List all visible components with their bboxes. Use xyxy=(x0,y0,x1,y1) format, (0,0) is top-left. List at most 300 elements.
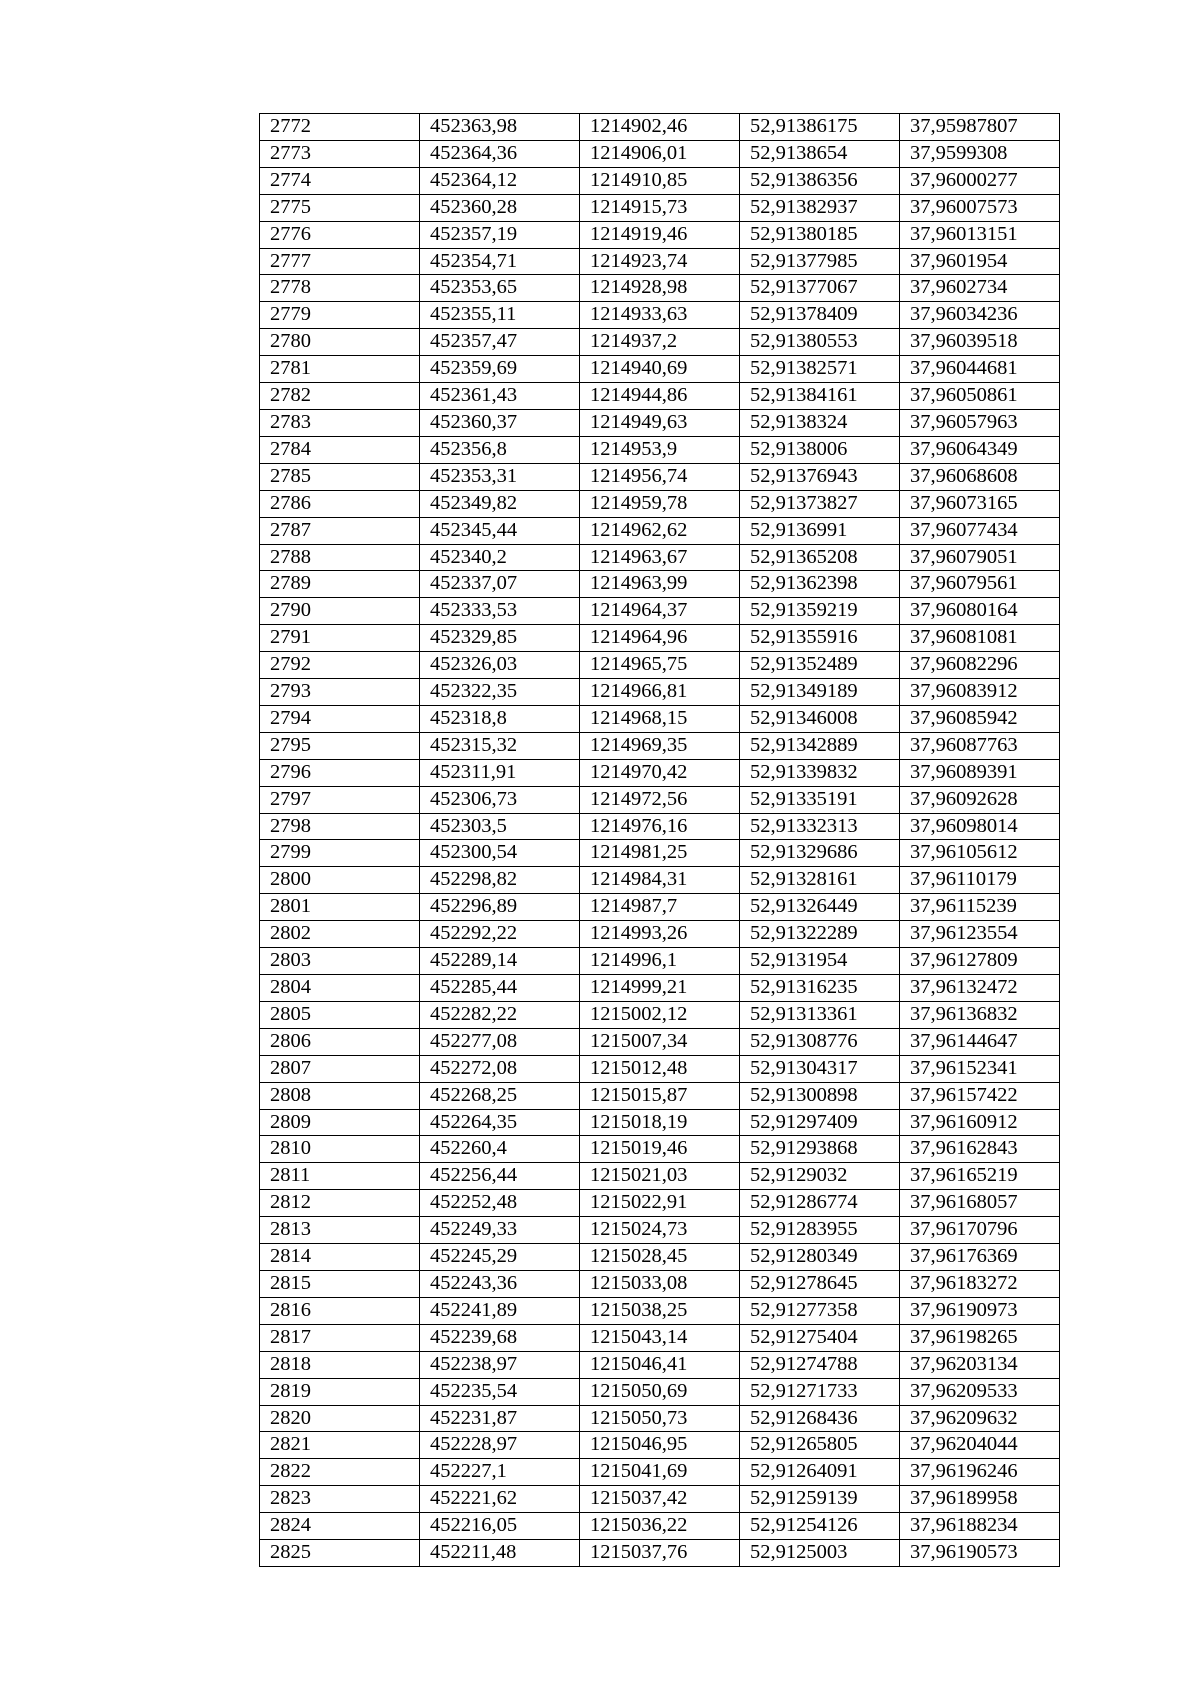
x-coordinate-cell: 452264,35 xyxy=(420,1109,580,1136)
table-row xyxy=(260,1324,1060,1351)
table-row xyxy=(260,571,1060,598)
longitude-cell: 37,95987807 xyxy=(900,114,1060,141)
y-coordinate-cell: 1214999,21 xyxy=(580,975,740,1002)
table-row xyxy=(260,652,1060,679)
y-coordinate-cell: 1215019,46 xyxy=(580,1136,740,1163)
point-number-cell: 2801 xyxy=(260,894,420,921)
latitude-cell: 52,91264091 xyxy=(740,1459,900,1486)
longitude-cell: 37,96157422 xyxy=(900,1082,1060,1109)
point-number-cell: 2819 xyxy=(260,1378,420,1405)
y-coordinate-cell: 1214984,31 xyxy=(580,867,740,894)
point-number-cell: 2798 xyxy=(260,813,420,840)
y-coordinate-cell: 1214970,42 xyxy=(580,759,740,786)
point-number-cell: 2792 xyxy=(260,652,420,679)
x-coordinate-cell: 452300,54 xyxy=(420,840,580,867)
x-coordinate-cell: 452235,54 xyxy=(420,1378,580,1405)
table-row xyxy=(260,517,1060,544)
table-row xyxy=(260,786,1060,813)
latitude-cell: 52,9138654 xyxy=(740,140,900,167)
x-coordinate-cell: 452228,97 xyxy=(420,1432,580,1459)
longitude-cell: 37,96073165 xyxy=(900,490,1060,517)
y-coordinate-cell: 1214968,15 xyxy=(580,705,740,732)
point-number-cell: 2793 xyxy=(260,679,420,706)
table-row xyxy=(260,921,1060,948)
point-number-cell: 2797 xyxy=(260,786,420,813)
point-number-cell: 2812 xyxy=(260,1190,420,1217)
latitude-cell: 52,91278645 xyxy=(740,1270,900,1297)
x-coordinate-cell: 452272,08 xyxy=(420,1055,580,1082)
latitude-cell: 52,91349189 xyxy=(740,679,900,706)
x-coordinate-cell: 452311,91 xyxy=(420,759,580,786)
longitude-cell: 37,96044681 xyxy=(900,356,1060,383)
latitude-cell: 52,91378409 xyxy=(740,302,900,329)
latitude-cell: 52,91332313 xyxy=(740,813,900,840)
latitude-cell: 52,91268436 xyxy=(740,1405,900,1432)
point-number-cell: 2779 xyxy=(260,302,420,329)
table-row xyxy=(260,1378,1060,1405)
latitude-cell: 52,91322289 xyxy=(740,921,900,948)
table-row xyxy=(260,1513,1060,1540)
latitude-cell: 52,91386175 xyxy=(740,114,900,141)
x-coordinate-cell: 452245,29 xyxy=(420,1244,580,1271)
longitude-cell: 37,96013151 xyxy=(900,221,1060,248)
y-coordinate-cell: 1215050,69 xyxy=(580,1378,740,1405)
x-coordinate-cell: 452349,82 xyxy=(420,490,580,517)
latitude-cell: 52,9129032 xyxy=(740,1163,900,1190)
longitude-cell: 37,96105612 xyxy=(900,840,1060,867)
x-coordinate-cell: 452241,89 xyxy=(420,1297,580,1324)
longitude-cell: 37,96057963 xyxy=(900,409,1060,436)
latitude-cell: 52,91386356 xyxy=(740,167,900,194)
x-coordinate-cell: 452353,65 xyxy=(420,275,580,302)
x-coordinate-cell: 452357,19 xyxy=(420,221,580,248)
x-coordinate-cell: 452243,36 xyxy=(420,1270,580,1297)
y-coordinate-cell: 1215037,42 xyxy=(580,1486,740,1513)
point-number-cell: 2823 xyxy=(260,1486,420,1513)
table-row xyxy=(260,302,1060,329)
longitude-cell: 37,96085942 xyxy=(900,705,1060,732)
latitude-cell: 52,91316235 xyxy=(740,975,900,1002)
latitude-cell: 52,91277358 xyxy=(740,1297,900,1324)
y-coordinate-cell: 1214964,96 xyxy=(580,625,740,652)
point-number-cell: 2807 xyxy=(260,1055,420,1082)
table-row xyxy=(260,1270,1060,1297)
point-number-cell: 2780 xyxy=(260,329,420,356)
y-coordinate-cell: 1214933,63 xyxy=(580,302,740,329)
latitude-cell: 52,91259139 xyxy=(740,1486,900,1513)
latitude-cell: 52,91335191 xyxy=(740,786,900,813)
y-coordinate-cell: 1215041,69 xyxy=(580,1459,740,1486)
point-number-cell: 2800 xyxy=(260,867,420,894)
latitude-cell: 52,91275404 xyxy=(740,1324,900,1351)
table-row xyxy=(260,463,1060,490)
point-number-cell: 2806 xyxy=(260,1028,420,1055)
y-coordinate-cell: 1214976,16 xyxy=(580,813,740,840)
x-coordinate-cell: 452216,05 xyxy=(420,1513,580,1540)
y-coordinate-cell: 1214966,81 xyxy=(580,679,740,706)
x-coordinate-cell: 452282,22 xyxy=(420,1001,580,1028)
point-number-cell: 2777 xyxy=(260,248,420,275)
longitude-cell: 37,96087763 xyxy=(900,732,1060,759)
table-row xyxy=(260,544,1060,571)
x-coordinate-cell: 452315,32 xyxy=(420,732,580,759)
latitude-cell: 52,91384161 xyxy=(740,383,900,410)
x-coordinate-cell: 452353,31 xyxy=(420,463,580,490)
longitude-cell: 37,96039518 xyxy=(900,329,1060,356)
table-row xyxy=(260,975,1060,1002)
y-coordinate-cell: 1215050,73 xyxy=(580,1405,740,1432)
y-coordinate-cell: 1215043,14 xyxy=(580,1324,740,1351)
y-coordinate-cell: 1215021,03 xyxy=(580,1163,740,1190)
y-coordinate-cell: 1214969,35 xyxy=(580,732,740,759)
point-number-cell: 2815 xyxy=(260,1270,420,1297)
longitude-cell: 37,96160912 xyxy=(900,1109,1060,1136)
longitude-cell: 37,9599308 xyxy=(900,140,1060,167)
point-number-cell: 2794 xyxy=(260,705,420,732)
table-row xyxy=(260,894,1060,921)
table-row xyxy=(260,759,1060,786)
latitude-cell: 52,91280349 xyxy=(740,1244,900,1271)
y-coordinate-cell: 1214949,63 xyxy=(580,409,740,436)
x-coordinate-cell: 452364,36 xyxy=(420,140,580,167)
table-row xyxy=(260,1217,1060,1244)
x-coordinate-cell: 452326,03 xyxy=(420,652,580,679)
point-number-cell: 2813 xyxy=(260,1217,420,1244)
latitude-cell: 52,91342889 xyxy=(740,732,900,759)
latitude-cell: 52,91373827 xyxy=(740,490,900,517)
y-coordinate-cell: 1214963,67 xyxy=(580,544,740,571)
table-row xyxy=(260,1001,1060,1028)
table-row xyxy=(260,1109,1060,1136)
table-row xyxy=(260,275,1060,302)
y-coordinate-cell: 1214902,46 xyxy=(580,114,740,141)
latitude-cell: 52,91313361 xyxy=(740,1001,900,1028)
x-coordinate-cell: 452337,07 xyxy=(420,571,580,598)
x-coordinate-cell: 452238,97 xyxy=(420,1351,580,1378)
longitude-cell: 37,96170796 xyxy=(900,1217,1060,1244)
x-coordinate-cell: 452256,44 xyxy=(420,1163,580,1190)
x-coordinate-cell: 452227,1 xyxy=(420,1459,580,1486)
longitude-cell: 37,96209632 xyxy=(900,1405,1060,1432)
longitude-cell: 37,96064349 xyxy=(900,436,1060,463)
latitude-cell: 52,91359219 xyxy=(740,598,900,625)
x-coordinate-cell: 452356,8 xyxy=(420,436,580,463)
x-coordinate-cell: 452252,48 xyxy=(420,1190,580,1217)
latitude-cell: 52,91365208 xyxy=(740,544,900,571)
table-row xyxy=(260,194,1060,221)
point-number-cell: 2775 xyxy=(260,194,420,221)
latitude-cell: 52,91328161 xyxy=(740,867,900,894)
point-number-cell: 2790 xyxy=(260,598,420,625)
latitude-cell: 52,91274788 xyxy=(740,1351,900,1378)
y-coordinate-cell: 1214919,46 xyxy=(580,221,740,248)
longitude-cell: 37,96188234 xyxy=(900,1513,1060,1540)
table-row xyxy=(260,1028,1060,1055)
table-row xyxy=(260,329,1060,356)
latitude-cell: 52,91355916 xyxy=(740,625,900,652)
latitude-cell: 52,91300898 xyxy=(740,1082,900,1109)
x-coordinate-cell: 452318,8 xyxy=(420,705,580,732)
x-coordinate-cell: 452303,5 xyxy=(420,813,580,840)
y-coordinate-cell: 1215018,19 xyxy=(580,1109,740,1136)
point-number-cell: 2781 xyxy=(260,356,420,383)
longitude-cell: 37,9601954 xyxy=(900,248,1060,275)
x-coordinate-cell: 452329,85 xyxy=(420,625,580,652)
table-row xyxy=(260,1244,1060,1271)
table-row xyxy=(260,167,1060,194)
y-coordinate-cell: 1215015,87 xyxy=(580,1082,740,1109)
latitude-cell: 52,9138324 xyxy=(740,409,900,436)
point-number-cell: 2785 xyxy=(260,463,420,490)
longitude-cell: 37,96083912 xyxy=(900,679,1060,706)
y-coordinate-cell: 1214910,85 xyxy=(580,167,740,194)
x-coordinate-cell: 452268,25 xyxy=(420,1082,580,1109)
x-coordinate-cell: 452360,37 xyxy=(420,409,580,436)
x-coordinate-cell: 452239,68 xyxy=(420,1324,580,1351)
table-row xyxy=(260,1540,1060,1567)
x-coordinate-cell: 452211,48 xyxy=(420,1540,580,1567)
point-number-cell: 2791 xyxy=(260,625,420,652)
longitude-cell: 37,96203134 xyxy=(900,1351,1060,1378)
x-coordinate-cell: 452285,44 xyxy=(420,975,580,1002)
table-row xyxy=(260,1136,1060,1163)
longitude-cell: 37,96092628 xyxy=(900,786,1060,813)
longitude-cell: 37,96115239 xyxy=(900,894,1060,921)
x-coordinate-cell: 452231,87 xyxy=(420,1405,580,1432)
table-row xyxy=(260,1432,1060,1459)
latitude-cell: 52,91254126 xyxy=(740,1513,900,1540)
longitude-cell: 37,96068608 xyxy=(900,463,1060,490)
point-number-cell: 2810 xyxy=(260,1136,420,1163)
x-coordinate-cell: 452289,14 xyxy=(420,948,580,975)
y-coordinate-cell: 1214959,78 xyxy=(580,490,740,517)
point-number-cell: 2804 xyxy=(260,975,420,1002)
table-row xyxy=(260,813,1060,840)
point-number-cell: 2774 xyxy=(260,167,420,194)
y-coordinate-cell: 1215046,41 xyxy=(580,1351,740,1378)
table-row xyxy=(260,248,1060,275)
y-coordinate-cell: 1215036,22 xyxy=(580,1513,740,1540)
point-number-cell: 2789 xyxy=(260,571,420,598)
x-coordinate-cell: 452364,12 xyxy=(420,167,580,194)
table-row xyxy=(260,490,1060,517)
y-coordinate-cell: 1214906,01 xyxy=(580,140,740,167)
point-number-cell: 2788 xyxy=(260,544,420,571)
longitude-cell: 37,96007573 xyxy=(900,194,1060,221)
y-coordinate-cell: 1215028,45 xyxy=(580,1244,740,1271)
latitude-cell: 52,91376943 xyxy=(740,463,900,490)
latitude-cell: 52,91346008 xyxy=(740,705,900,732)
y-coordinate-cell: 1214915,73 xyxy=(580,194,740,221)
y-coordinate-cell: 1214928,98 xyxy=(580,275,740,302)
y-coordinate-cell: 1215024,73 xyxy=(580,1217,740,1244)
longitude-cell: 37,96077434 xyxy=(900,517,1060,544)
latitude-cell: 52,91382571 xyxy=(740,356,900,383)
latitude-cell: 52,91286774 xyxy=(740,1190,900,1217)
x-coordinate-cell: 452355,11 xyxy=(420,302,580,329)
y-coordinate-cell: 1214956,74 xyxy=(580,463,740,490)
table-row xyxy=(260,840,1060,867)
longitude-cell: 37,96165219 xyxy=(900,1163,1060,1190)
table-row xyxy=(260,679,1060,706)
table-row xyxy=(260,1163,1060,1190)
point-number-cell: 2822 xyxy=(260,1459,420,1486)
longitude-cell: 37,96132472 xyxy=(900,975,1060,1002)
latitude-cell: 52,91293868 xyxy=(740,1136,900,1163)
coordinates-table-body xyxy=(260,114,1060,1567)
latitude-cell: 52,91377985 xyxy=(740,248,900,275)
x-coordinate-cell: 452363,98 xyxy=(420,114,580,141)
latitude-cell: 52,91304317 xyxy=(740,1055,900,1082)
longitude-cell: 37,96168057 xyxy=(900,1190,1060,1217)
point-number-cell: 2782 xyxy=(260,383,420,410)
longitude-cell: 37,96198265 xyxy=(900,1324,1060,1351)
y-coordinate-cell: 1214987,7 xyxy=(580,894,740,921)
longitude-cell: 37,96152341 xyxy=(900,1055,1060,1082)
latitude-cell: 52,9125003 xyxy=(740,1540,900,1567)
point-number-cell: 2808 xyxy=(260,1082,420,1109)
latitude-cell: 52,91271733 xyxy=(740,1378,900,1405)
latitude-cell: 52,91377067 xyxy=(740,275,900,302)
point-number-cell: 2773 xyxy=(260,140,420,167)
longitude-cell: 37,96144647 xyxy=(900,1028,1060,1055)
x-coordinate-cell: 452354,71 xyxy=(420,248,580,275)
coordinates-table xyxy=(259,113,1060,1567)
x-coordinate-cell: 452221,62 xyxy=(420,1486,580,1513)
table-row xyxy=(260,383,1060,410)
longitude-cell: 37,96196246 xyxy=(900,1459,1060,1486)
latitude-cell: 52,91265805 xyxy=(740,1432,900,1459)
y-coordinate-cell: 1215022,91 xyxy=(580,1190,740,1217)
point-number-cell: 2803 xyxy=(260,948,420,975)
latitude-cell: 52,91362398 xyxy=(740,571,900,598)
x-coordinate-cell: 452277,08 xyxy=(420,1028,580,1055)
latitude-cell: 52,91326449 xyxy=(740,894,900,921)
point-number-cell: 2821 xyxy=(260,1432,420,1459)
longitude-cell: 37,96000277 xyxy=(900,167,1060,194)
table-row xyxy=(260,1190,1060,1217)
point-number-cell: 2824 xyxy=(260,1513,420,1540)
y-coordinate-cell: 1214944,86 xyxy=(580,383,740,410)
longitude-cell: 37,96089391 xyxy=(900,759,1060,786)
y-coordinate-cell: 1214963,99 xyxy=(580,571,740,598)
point-number-cell: 2786 xyxy=(260,490,420,517)
longitude-cell: 37,96204044 xyxy=(900,1432,1060,1459)
x-coordinate-cell: 452340,2 xyxy=(420,544,580,571)
point-number-cell: 2818 xyxy=(260,1351,420,1378)
x-coordinate-cell: 452322,35 xyxy=(420,679,580,706)
latitude-cell: 52,91297409 xyxy=(740,1109,900,1136)
longitude-cell: 37,96183272 xyxy=(900,1270,1060,1297)
y-coordinate-cell: 1214962,62 xyxy=(580,517,740,544)
point-number-cell: 2784 xyxy=(260,436,420,463)
latitude-cell: 52,91380185 xyxy=(740,221,900,248)
longitude-cell: 37,96209533 xyxy=(900,1378,1060,1405)
y-coordinate-cell: 1214993,26 xyxy=(580,921,740,948)
point-number-cell: 2811 xyxy=(260,1163,420,1190)
latitude-cell: 52,9131954 xyxy=(740,948,900,975)
point-number-cell: 2799 xyxy=(260,840,420,867)
latitude-cell: 52,9138006 xyxy=(740,436,900,463)
latitude-cell: 52,91382937 xyxy=(740,194,900,221)
point-number-cell: 2778 xyxy=(260,275,420,302)
table-row xyxy=(260,1297,1060,1324)
y-coordinate-cell: 1215002,12 xyxy=(580,1001,740,1028)
y-coordinate-cell: 1215033,08 xyxy=(580,1270,740,1297)
latitude-cell: 52,91329686 xyxy=(740,840,900,867)
y-coordinate-cell: 1215038,25 xyxy=(580,1297,740,1324)
point-number-cell: 2814 xyxy=(260,1244,420,1271)
longitude-cell: 37,96098014 xyxy=(900,813,1060,840)
y-coordinate-cell: 1215012,48 xyxy=(580,1055,740,1082)
latitude-cell: 52,91380553 xyxy=(740,329,900,356)
table-row xyxy=(260,705,1060,732)
y-coordinate-cell: 1215007,34 xyxy=(580,1028,740,1055)
point-number-cell: 2783 xyxy=(260,409,420,436)
latitude-cell: 52,91308776 xyxy=(740,1028,900,1055)
longitude-cell: 37,96082296 xyxy=(900,652,1060,679)
y-coordinate-cell: 1214953,9 xyxy=(580,436,740,463)
point-number-cell: 2795 xyxy=(260,732,420,759)
table-row xyxy=(260,436,1060,463)
point-number-cell: 2825 xyxy=(260,1540,420,1567)
x-coordinate-cell: 452345,44 xyxy=(420,517,580,544)
x-coordinate-cell: 452306,73 xyxy=(420,786,580,813)
table-row xyxy=(260,1351,1060,1378)
x-coordinate-cell: 452357,47 xyxy=(420,329,580,356)
y-coordinate-cell: 1214996,1 xyxy=(580,948,740,975)
y-coordinate-cell: 1214923,74 xyxy=(580,248,740,275)
y-coordinate-cell: 1214964,37 xyxy=(580,598,740,625)
x-coordinate-cell: 452361,43 xyxy=(420,383,580,410)
longitude-cell: 37,96081081 xyxy=(900,625,1060,652)
y-coordinate-cell: 1214981,25 xyxy=(580,840,740,867)
table-row xyxy=(260,1459,1060,1486)
x-coordinate-cell: 452360,28 xyxy=(420,194,580,221)
table-row xyxy=(260,867,1060,894)
point-number-cell: 2796 xyxy=(260,759,420,786)
longitude-cell: 37,96190973 xyxy=(900,1297,1060,1324)
point-number-cell: 2802 xyxy=(260,921,420,948)
x-coordinate-cell: 452296,89 xyxy=(420,894,580,921)
longitude-cell: 37,96123554 xyxy=(900,921,1060,948)
point-number-cell: 2816 xyxy=(260,1297,420,1324)
point-number-cell: 2820 xyxy=(260,1405,420,1432)
longitude-cell: 37,96176369 xyxy=(900,1244,1060,1271)
latitude-cell: 52,9136991 xyxy=(740,517,900,544)
table-row xyxy=(260,1055,1060,1082)
y-coordinate-cell: 1214965,75 xyxy=(580,652,740,679)
y-coordinate-cell: 1214940,69 xyxy=(580,356,740,383)
x-coordinate-cell: 452333,53 xyxy=(420,598,580,625)
x-coordinate-cell: 452260,4 xyxy=(420,1136,580,1163)
table-row xyxy=(260,114,1060,141)
x-coordinate-cell: 452292,22 xyxy=(420,921,580,948)
latitude-cell: 52,91283955 xyxy=(740,1217,900,1244)
latitude-cell: 52,91352489 xyxy=(740,652,900,679)
table-row xyxy=(260,1082,1060,1109)
point-number-cell: 2817 xyxy=(260,1324,420,1351)
longitude-cell: 37,96190573 xyxy=(900,1540,1060,1567)
table-row xyxy=(260,948,1060,975)
y-coordinate-cell: 1214972,56 xyxy=(580,786,740,813)
y-coordinate-cell: 1215046,95 xyxy=(580,1432,740,1459)
x-coordinate-cell: 452249,33 xyxy=(420,1217,580,1244)
table-row xyxy=(260,625,1060,652)
point-number-cell: 2776 xyxy=(260,221,420,248)
longitude-cell: 37,96127809 xyxy=(900,948,1060,975)
table-row xyxy=(260,598,1060,625)
